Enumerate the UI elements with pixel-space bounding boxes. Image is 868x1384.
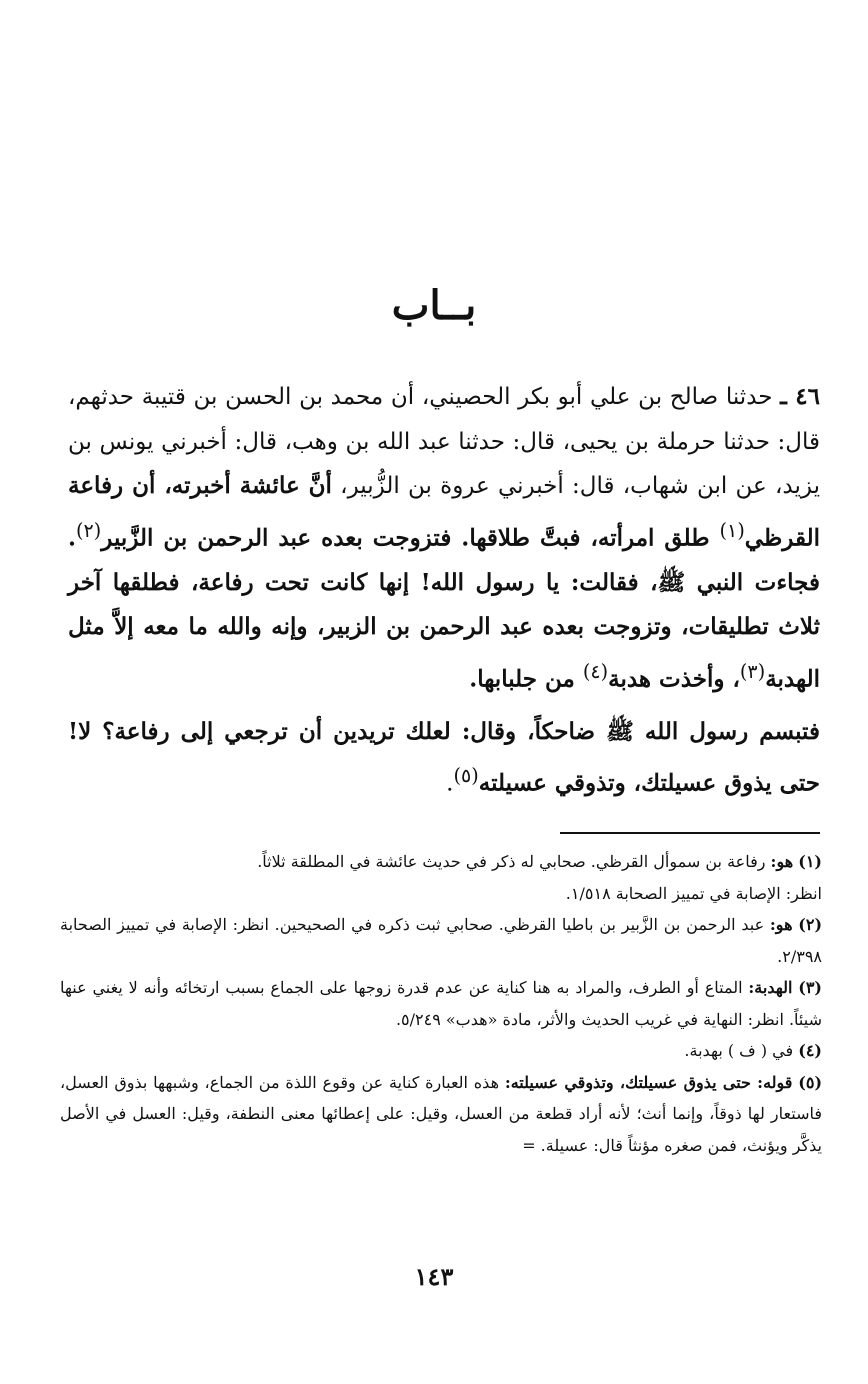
footnote-3-text: المتاع أو الطرف، والمراد به هنا كناية عن عدم قدرة زوجها على الجماع بسبب ارتخائه وأنه لا يغني عنها شيئاً. انظر: النهاية في غريب الحديث والأثر، مادة «هدب» ٥/٢٤٩. — [60, 978, 822, 1029]
footnote-2-label: هو: — [769, 915, 793, 934]
footnote-2-text: عبد الرحمن بن الزَّبير بن باطيا القرظي. صحابي ثبت ذكره في الصحيحين. انظر: الإصابة في تمييز الصحابة ٢/٣٩٨. — [60, 915, 822, 966]
isnad-text: حدثنا صالح بن علي أبو بكر الحصيني، أن محمد بن الحسن بن قتيبة حدثهم، قال: حدثنا حرملة بن يحيى، قال: حدثنا عبد الله بن وهب، قال: أخبرني يونس بن يزيد، عن ابن شهاب، قال: أخبرني عروة بن الزُّبير، — [68, 384, 820, 499]
footnotes — [60, 846, 822, 1161]
footnote-3 — [60, 972, 822, 1035]
footnote-5-label: قوله: حتى يذوق عسيلتك، وتذوقي عسيلته: — [504, 1072, 793, 1092]
footnote-1-number: (١) — [798, 852, 822, 871]
footnote-marker-3: (٣) — [739, 659, 766, 683]
footnote-marker-5: (٥) — [453, 764, 479, 788]
footnote-1 — [60, 846, 822, 909]
footnote-marker-2: (٢) — [76, 518, 102, 542]
page-number: ١٤٣ — [414, 1262, 454, 1291]
hadith-text — [68, 375, 820, 806]
footnote-5 — [60, 1067, 822, 1162]
footnote-1-reference: انظر: الإصابة في تمييز الصحابة ١/٥١٨. — [565, 883, 822, 903]
matn-text-e: من جلبابها. — [469, 665, 583, 693]
footnote-5-number: (٥) — [798, 1072, 823, 1092]
footnote-2-number: (٢) — [798, 915, 823, 934]
hadith-number: ٤٦ ـ — [780, 383, 821, 410]
matn-text-a: أنَّ عائشة أخبرته، أن رفاعة القرظي — [68, 472, 820, 552]
matn-text-b: طلق امرأته، فبتَّ طلاقها. فتزوجت بعده عبد الرحمن بن الزَّبير — [101, 524, 720, 552]
footnote-4-number: (٤) — [798, 1041, 822, 1060]
hadith-paragraph-2 — [68, 710, 820, 807]
matn-text-d: ، وأخذت هدبة — [608, 665, 740, 693]
hadith-paragraph-1 — [68, 375, 820, 702]
chapter-title: بــاب — [391, 282, 477, 329]
footnote-marker-4: (٤) — [582, 659, 609, 683]
footnote-marker-1: (١) — [719, 518, 745, 542]
footnote-4 — [60, 1035, 822, 1067]
footnote-4-text: في ( ف ) بهدبة. — [684, 1041, 799, 1060]
footnote-2 — [60, 909, 822, 972]
footnote-3-label: الهدبة: — [748, 978, 793, 997]
footnote-5-text: هذه العبارة كناية عن وقوع اللذة من الجماع، وشبهها بذوق العسل، فاستعار لها ذوقاً، وإنما أنث؛ لأنه أراد قطعة من العسل، وقيل: على إعطائها معنى النطفة، وقيل: العسل في الأصل يذكَّر ويؤنث، فمن صغره مؤنثاً قال: عسيلة. = — [60, 1072, 823, 1155]
matn-end: . — [446, 770, 454, 797]
matn-text-c: . فجاءت النبي ﷺ، فقالت: يا رسول الله! إنها كانت تحت رفاعة، فطلقها آخر ثلاث تطليقات، وتزوجت بعده عبد الرحمن بن الزبير، وإنه والله ما معه إلاَّ مثل الهدبة — [68, 524, 820, 693]
footnote-1-text: رفاعة بن سموأل القرظي. صحابي له ذكر في حديث عائشة في المطلقة ثلاثاً. — [257, 852, 771, 871]
footnote-1-label: هو: — [770, 852, 794, 871]
footnote-separator — [560, 832, 820, 834]
matn-text-f: فتبسم رسول الله ﷺ ضاحكاً، وقال: لعلك تريدين أن ترجعي إلى رفاعة؟ لا! حتى يذوق عسيلتك، وتذوقي عسيلته — [68, 717, 820, 797]
footnote-3-number: (٣) — [798, 978, 822, 997]
